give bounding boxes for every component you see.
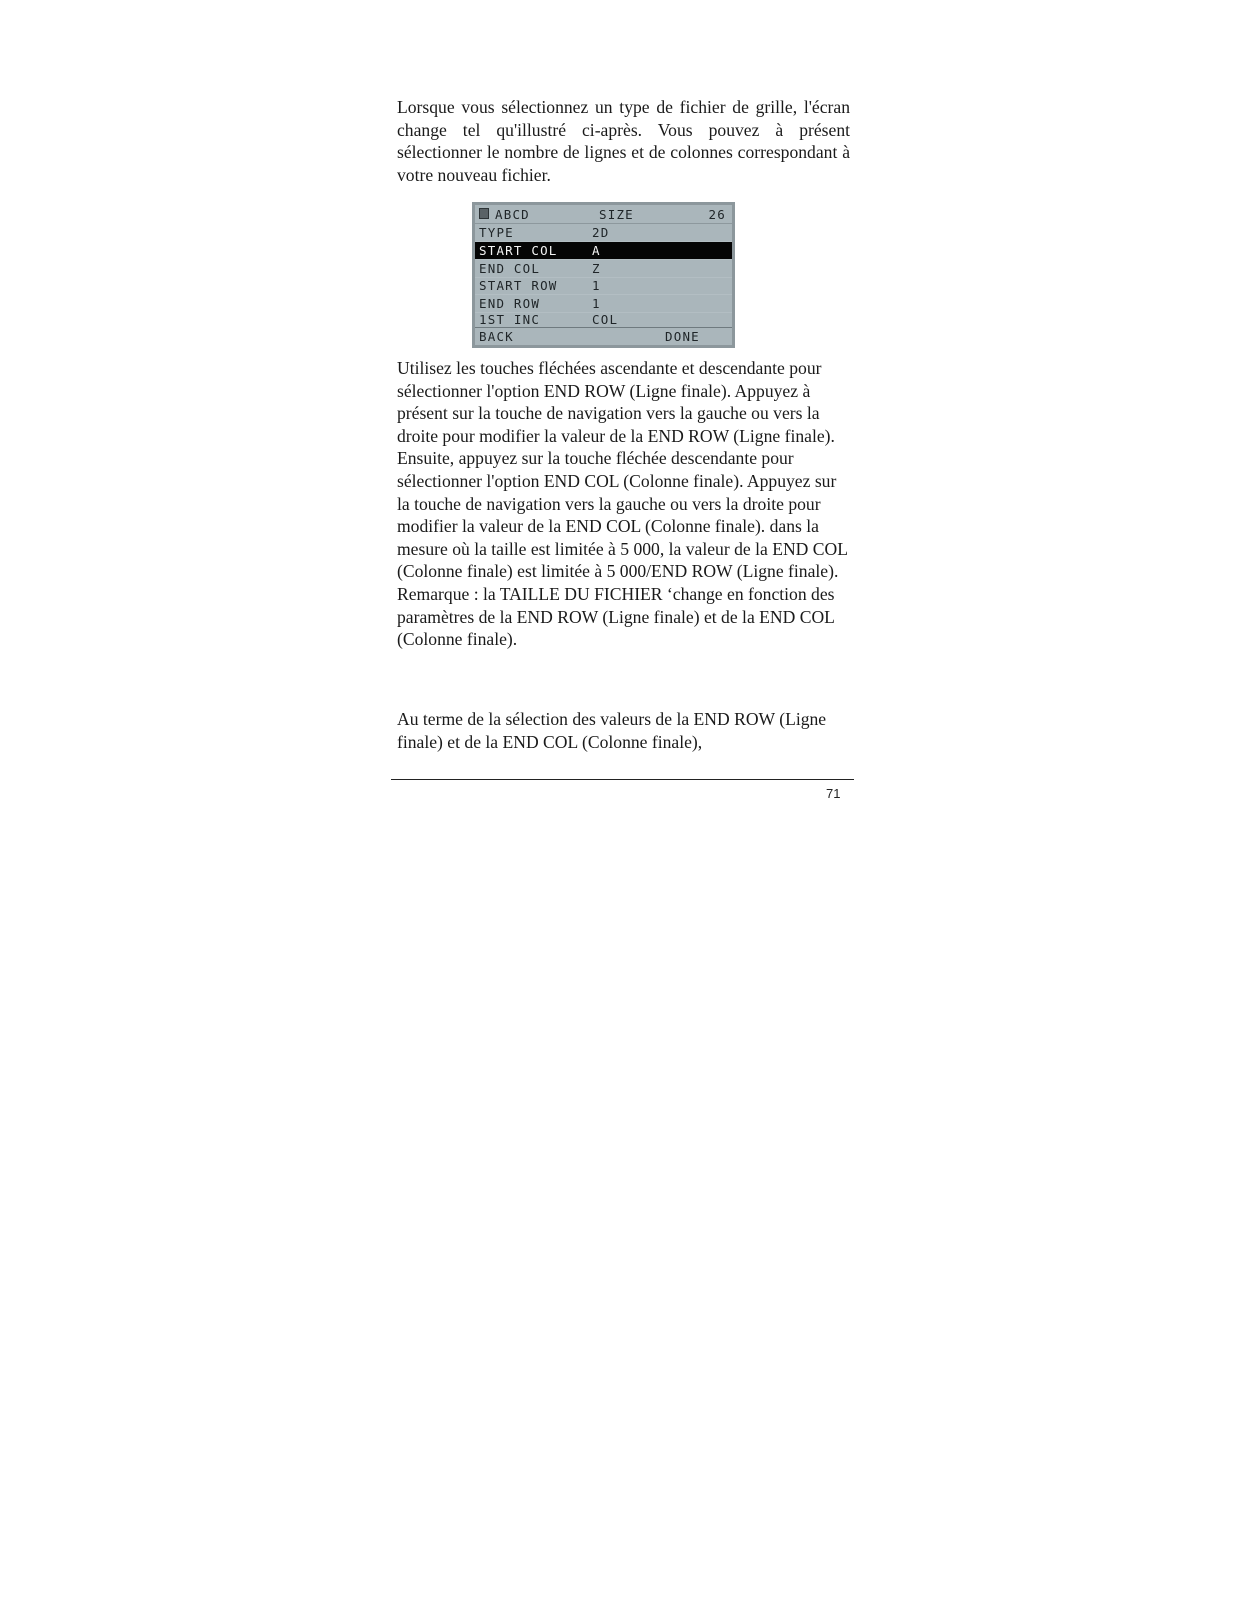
instructions-paragraph: Utilisez les touches fléchées ascendante et descendante pour sélectionner l'option END ROW (Ligne finale). Appuyez à présent sur la touche de navigation vers la gauche ou vers la droite pour modifier la valeur de la END ROW (Ligne finale). Ensuite, appuyez sur la touche fléchée descendante pour sélectionner l'option END COL (Colonne finale). Appuyez sur la touche de navigation vers la gauche ou vers la droite pour modifier la valeur de la END COL (Colonne finale). dans la mesure où la taille est limitée à 5 000, la valeur de la END COL (Colonne finale) est limitée à 5 000/END ROW (Ligne finale). Remarque : la TAILLE DU FICHIER ‘change en fonction des paramètres de la END ROW (Ligne finale) et de la END COL (Colonne finale). xyxy=(397,358,848,650)
lcd-row-value: A xyxy=(592,243,601,258)
lcd-row-end-col xyxy=(475,260,732,278)
lcd-footer xyxy=(475,327,732,345)
lcd-size-value: 26 xyxy=(708,207,726,222)
lcd-row-start-row xyxy=(475,277,732,295)
lcd-done-label: DONE xyxy=(665,329,700,344)
lcd-row-key: START ROW xyxy=(479,278,558,293)
lcd-size-label: SIZE xyxy=(599,207,634,222)
lcd-screen xyxy=(475,205,732,345)
lcd-row-key: 1ST INC xyxy=(479,312,541,327)
lcd-back-label: BACK xyxy=(479,329,514,344)
closing-block xyxy=(397,708,850,753)
file-square-icon xyxy=(479,208,489,219)
lcd-row-value: 1 xyxy=(592,296,601,311)
page-number: 71 xyxy=(826,786,841,801)
intro-paragraph: Lorsque vous sélectionnez un type de fichier de grille, l'écran change tel qu'illustré ci-après. Vous pouvez à présent sélectionner le nombre de lignes et de colonnes correspondant à votre nouveau fichier. xyxy=(397,97,850,185)
instructions-block xyxy=(397,357,850,651)
closing-paragraph: Au terme de la sélection des valeurs de la END ROW (Ligne finale) et de la END COL (Colonne finale), xyxy=(397,709,827,752)
lcd-row-key: END COL xyxy=(479,261,541,276)
lcd-row-value: 2D xyxy=(592,225,610,240)
intro-block xyxy=(397,96,850,186)
lcd-row-type xyxy=(475,224,732,242)
lcd-row-value: Z xyxy=(592,261,601,276)
lcd-header xyxy=(475,205,732,224)
device-screen-figure xyxy=(472,202,735,348)
footer-divider xyxy=(391,779,854,780)
lcd-row-key: START COL xyxy=(479,243,558,258)
lcd-row-1st-inc xyxy=(475,311,732,328)
lcd-file-name: ABCD xyxy=(495,207,530,222)
lcd-row-key: END ROW xyxy=(479,296,541,311)
lcd-row-value: COL xyxy=(592,312,619,327)
lcd-row-value: 1 xyxy=(592,278,601,293)
lcd-row-start-col xyxy=(475,242,732,260)
lcd-row-key: TYPE xyxy=(479,225,514,240)
